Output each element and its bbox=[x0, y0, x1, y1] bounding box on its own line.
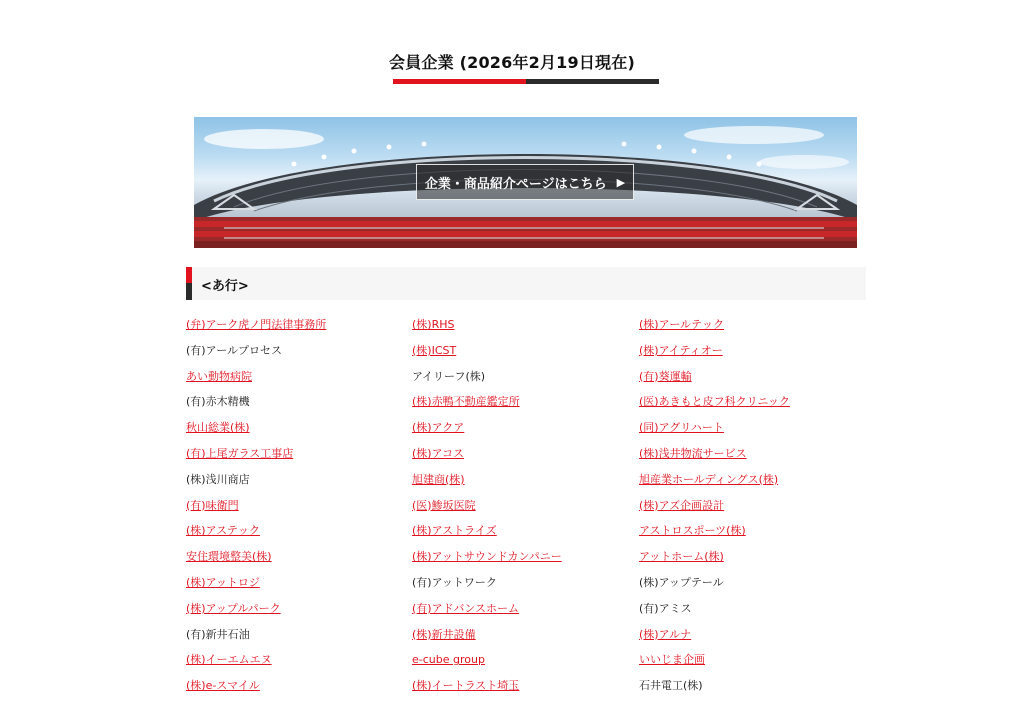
title-underline bbox=[393, 79, 659, 84]
company-link[interactable]: 安住環境整美(株) bbox=[186, 550, 272, 564]
company-link[interactable]: (株)アットサウンドカンパニー bbox=[412, 550, 562, 564]
company-link[interactable]: (弁)アーク虎ノ門法律事務所 bbox=[186, 318, 327, 331]
company-link[interactable]: (医)あきもと皮フ科クリニック bbox=[639, 395, 790, 409]
company-row bbox=[186, 520, 866, 546]
section-label: <あ行> bbox=[201, 279, 249, 294]
company-link[interactable]: (株)アルナ bbox=[639, 627, 692, 641]
company-link[interactable]: アットホーム(株) bbox=[639, 550, 724, 564]
company-row bbox=[186, 366, 866, 392]
company-link[interactable]: 秋山総業(株) bbox=[186, 421, 250, 435]
company-row bbox=[186, 417, 866, 443]
company-link[interactable]: (株)イーエムエヌ bbox=[186, 653, 272, 667]
company-row bbox=[186, 443, 866, 469]
company-name: (有)アールプロセス bbox=[186, 343, 283, 357]
company-name: (株)浅川商店 bbox=[186, 472, 250, 486]
company-row bbox=[186, 314, 866, 340]
company-link[interactable]: アストロスポーツ(株) bbox=[639, 524, 746, 538]
company-link[interactable]: (株)アストライズ bbox=[412, 524, 497, 538]
company-link[interactable]: (株)アイティオー bbox=[639, 343, 723, 357]
company-link[interactable]: (有)葵運輸 bbox=[639, 369, 692, 383]
company-row bbox=[186, 469, 866, 495]
company-name: (有)新井石油 bbox=[186, 627, 250, 641]
company-link[interactable]: (株)アップルパーク bbox=[186, 601, 281, 615]
company-name: (有)アットワーク bbox=[412, 575, 497, 589]
company-link[interactable]: (有)アドバンスホーム bbox=[412, 601, 520, 615]
company-link[interactable]: (有)味衛門 bbox=[186, 498, 239, 512]
stadium-banner[interactable] bbox=[194, 117, 857, 248]
company-row bbox=[186, 649, 866, 675]
company-intro-button[interactable] bbox=[416, 164, 634, 200]
underline-dark-segment bbox=[526, 79, 659, 84]
company-link[interactable]: あい動物病院 bbox=[186, 369, 252, 383]
company-link[interactable]: (株)新井設備 bbox=[412, 627, 476, 641]
company-row bbox=[186, 675, 866, 701]
company-row bbox=[186, 546, 866, 572]
company-link[interactable]: (同)アグリハート bbox=[639, 421, 724, 435]
company-name: (株)アップテール bbox=[639, 575, 724, 589]
company-link[interactable]: (株)アコス bbox=[412, 446, 465, 460]
company-name: (有)赤木精機 bbox=[186, 395, 250, 409]
company-link[interactable]: (株)イートラスト埼玉 bbox=[412, 679, 520, 693]
company-row bbox=[186, 495, 866, 521]
company-row bbox=[186, 340, 866, 366]
section-header-a-row bbox=[186, 267, 866, 300]
section-bar-dark bbox=[186, 283, 192, 300]
company-name: アイリーフ(株) bbox=[412, 369, 486, 383]
company-link[interactable]: e-cube group bbox=[412, 653, 485, 667]
company-link[interactable]: (株)浅井物流サービス bbox=[639, 446, 747, 460]
page-title: 会員企業 (2026年2月19日現在) bbox=[389, 53, 635, 72]
company-intro-button-label: 企業・商品紹介ページはこちら bbox=[424, 176, 607, 192]
underline-red-segment bbox=[393, 79, 526, 84]
company-link[interactable]: (株)ICST bbox=[412, 343, 457, 357]
company-name: (有)アミス bbox=[639, 601, 692, 615]
company-list bbox=[186, 314, 866, 701]
company-link[interactable]: (株)アットロジ bbox=[186, 575, 260, 589]
company-link[interactable]: (株)アールテック bbox=[639, 318, 725, 331]
section-bar-red bbox=[186, 267, 192, 283]
company-link[interactable]: (株)アズ企画設計 bbox=[639, 498, 725, 512]
company-name: 石井電工(株) bbox=[639, 679, 703, 693]
company-link[interactable]: いいじま企画 bbox=[639, 653, 705, 667]
company-link[interactable]: (株)RHS bbox=[412, 318, 455, 331]
company-link[interactable]: (株)赤鴨不動産鑑定所 bbox=[412, 395, 520, 409]
company-row bbox=[186, 598, 866, 624]
company-link[interactable]: 旭産業ホールディングス(株) bbox=[639, 472, 779, 486]
company-link[interactable]: (有)上尾ガラス工事店 bbox=[186, 446, 294, 460]
company-row bbox=[186, 391, 866, 417]
company-row bbox=[186, 572, 866, 598]
company-link[interactable]: (株)アクア bbox=[412, 421, 465, 435]
company-link[interactable]: (株)e-スマイル bbox=[186, 679, 260, 693]
company-link[interactable]: 旭建商(株) bbox=[412, 472, 465, 486]
company-link[interactable]: (医)鯵坂医院 bbox=[412, 498, 476, 512]
chevron-right-icon: ▶ bbox=[616, 175, 626, 189]
company-row bbox=[186, 624, 866, 650]
company-link[interactable]: (株)アステック bbox=[186, 524, 260, 538]
